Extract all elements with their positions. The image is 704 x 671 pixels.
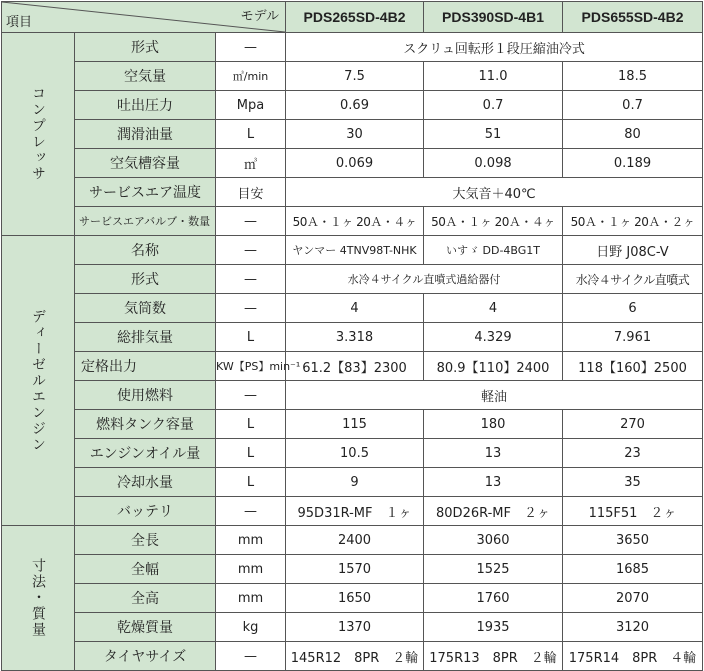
merged-value: スクリュ回転形１段圧縮油冷式 bbox=[286, 33, 703, 62]
cell-value: 3650 bbox=[563, 526, 703, 555]
cell-value: 51 bbox=[424, 120, 563, 149]
header-corner bbox=[2, 2, 286, 33]
cell-value: 0.189 bbox=[563, 149, 703, 178]
merged-value: 水冷４サイクル直噴式過給器付 bbox=[286, 265, 563, 294]
row-label: 全幅 bbox=[75, 555, 216, 584]
cell-value: 水冷４サイクル直噴式 bbox=[563, 265, 703, 294]
item-header-label: 項目 bbox=[6, 15, 33, 30]
cell-value: 0.098 bbox=[424, 149, 563, 178]
model-header-1: PDS265SD-4B2 bbox=[286, 2, 424, 33]
cell-value: 80D26R-MF ２ヶ bbox=[424, 497, 563, 526]
row-label: 気筒数 bbox=[75, 294, 216, 323]
row-label: 形式 bbox=[75, 33, 216, 62]
row-label: 使用燃料 bbox=[75, 381, 216, 410]
cell-value: 30 bbox=[286, 120, 424, 149]
cell-value: 270 bbox=[563, 410, 703, 439]
cell-value: 95D31R-MF １ヶ bbox=[286, 497, 424, 526]
category-dimensions: 寸法・質量 bbox=[2, 526, 75, 671]
cell-value: 1650 bbox=[286, 584, 424, 613]
cell-value: 3060 bbox=[424, 526, 563, 555]
row-unit: L bbox=[216, 410, 286, 439]
cell-value: 3120 bbox=[563, 613, 703, 642]
cell-value: 18.5 bbox=[563, 62, 703, 91]
model-header-label: モデル bbox=[240, 9, 280, 24]
cell-value: 日野 J08C-V bbox=[563, 236, 703, 265]
cell-value: 1685 bbox=[563, 555, 703, 584]
cell-value: 80 bbox=[563, 120, 703, 149]
row-unit: mm bbox=[216, 555, 286, 584]
row-unit: — bbox=[216, 207, 286, 236]
cell-value: 80.9【110】2400 bbox=[424, 352, 563, 381]
cell-value: 7.961 bbox=[563, 323, 703, 352]
cell-value: 0.069 bbox=[286, 149, 424, 178]
cell-value: 3.318 bbox=[286, 323, 424, 352]
row-unit: L bbox=[216, 323, 286, 352]
row-label: 空気量 bbox=[75, 62, 216, 91]
row-unit: L bbox=[216, 120, 286, 149]
row-label: 定格出力 bbox=[75, 352, 216, 381]
cell-value: 0.7 bbox=[424, 91, 563, 120]
row-label: サービスエア温度 bbox=[75, 178, 216, 207]
spec-table bbox=[1, 1, 703, 671]
row-label: サービスエアバルブ・数量 bbox=[75, 207, 216, 236]
model-header-3: PDS655SD-4B2 bbox=[563, 2, 703, 33]
cell-value: 1570 bbox=[286, 555, 424, 584]
cell-value: 180 bbox=[424, 410, 563, 439]
cell-value: 145R12 8PR ２輪 bbox=[286, 642, 424, 671]
cell-value: 61.2【83】2300 bbox=[286, 352, 424, 381]
cell-value: 13 bbox=[424, 468, 563, 497]
row-unit: ㎥ bbox=[216, 149, 286, 178]
row-label: 冷却水量 bbox=[75, 468, 216, 497]
cell-value: 2070 bbox=[563, 584, 703, 613]
row-unit: ㎥/min bbox=[216, 62, 286, 91]
row-unit: L bbox=[216, 439, 286, 468]
row-label: 空気槽容量 bbox=[75, 149, 216, 178]
cell-value: ヤンマー 4TNV98T-NHK bbox=[286, 236, 424, 265]
cell-value: 1935 bbox=[424, 613, 563, 642]
row-label: 全高 bbox=[75, 584, 216, 613]
row-unit: mm bbox=[216, 526, 286, 555]
row-unit: mm bbox=[216, 584, 286, 613]
cell-value: 23 bbox=[563, 439, 703, 468]
row-label: バッテリ bbox=[75, 497, 216, 526]
row-label: 乾燥質量 bbox=[75, 613, 216, 642]
cell-value: 175R13 8PR ２輪 bbox=[424, 642, 563, 671]
cell-value: 2400 bbox=[286, 526, 424, 555]
cell-value: 175R14 8PR ４輪 bbox=[563, 642, 703, 671]
cell-value: 1525 bbox=[424, 555, 563, 584]
cell-value: 115F51 ２ヶ bbox=[563, 497, 703, 526]
merged-value: 大気音＋40℃ bbox=[286, 178, 703, 207]
cell-value: 4.329 bbox=[424, 323, 563, 352]
merged-value: 軽油 bbox=[286, 381, 703, 410]
cell-value: 4 bbox=[286, 294, 424, 323]
row-label: 燃料タンク容量 bbox=[75, 410, 216, 439]
cell-value: 0.7 bbox=[563, 91, 703, 120]
row-label: 総排気量 bbox=[75, 323, 216, 352]
row-unit: — bbox=[216, 381, 286, 410]
cell-value: 9 bbox=[286, 468, 424, 497]
cell-value: 0.69 bbox=[286, 91, 424, 120]
row-unit: — bbox=[216, 33, 286, 62]
cell-value: 1370 bbox=[286, 613, 424, 642]
cell-value: 50Ａ・１ヶ 20Ａ・４ヶ bbox=[424, 207, 563, 236]
row-unit: kg bbox=[216, 613, 286, 642]
category-engine: ディーゼルエンジン bbox=[2, 236, 75, 526]
cell-value: 6 bbox=[563, 294, 703, 323]
cell-value: いすゞ DD-4BG1T bbox=[424, 236, 563, 265]
cell-value: 11.0 bbox=[424, 62, 563, 91]
cell-value: 50Ａ・１ヶ 20Ａ・４ヶ bbox=[286, 207, 424, 236]
row-unit: L bbox=[216, 468, 286, 497]
row-label: 吐出圧力 bbox=[75, 91, 216, 120]
category-compressor: コンプレッサ bbox=[2, 33, 75, 236]
row-label: 形式 bbox=[75, 265, 216, 294]
cell-value: 35 bbox=[563, 468, 703, 497]
cell-value: 7.5 bbox=[286, 62, 424, 91]
cell-value: 10.5 bbox=[286, 439, 424, 468]
cell-value: 50Ａ・１ヶ 20Ａ・２ヶ bbox=[563, 207, 703, 236]
row-unit: — bbox=[216, 497, 286, 526]
row-unit: — bbox=[216, 642, 286, 671]
row-unit: — bbox=[216, 236, 286, 265]
cell-value: 1760 bbox=[424, 584, 563, 613]
row-label: エンジンオイル量 bbox=[75, 439, 216, 468]
cell-value: 115 bbox=[286, 410, 424, 439]
row-unit: — bbox=[216, 294, 286, 323]
row-unit: KW【PS】min⁻¹ bbox=[216, 352, 286, 381]
row-label: タイヤサイズ bbox=[75, 642, 216, 671]
model-header-2: PDS390SD-4B1 bbox=[424, 2, 563, 33]
row-label: 全長 bbox=[75, 526, 216, 555]
row-label: 名称 bbox=[75, 236, 216, 265]
row-label: 潤滑油量 bbox=[75, 120, 216, 149]
row-unit: 目安 bbox=[216, 178, 286, 207]
cell-value: 4 bbox=[424, 294, 563, 323]
row-unit: — bbox=[216, 265, 286, 294]
cell-value: 118【160】2500 bbox=[563, 352, 703, 381]
cell-value: 13 bbox=[424, 439, 563, 468]
row-unit: Mpa bbox=[216, 91, 286, 120]
